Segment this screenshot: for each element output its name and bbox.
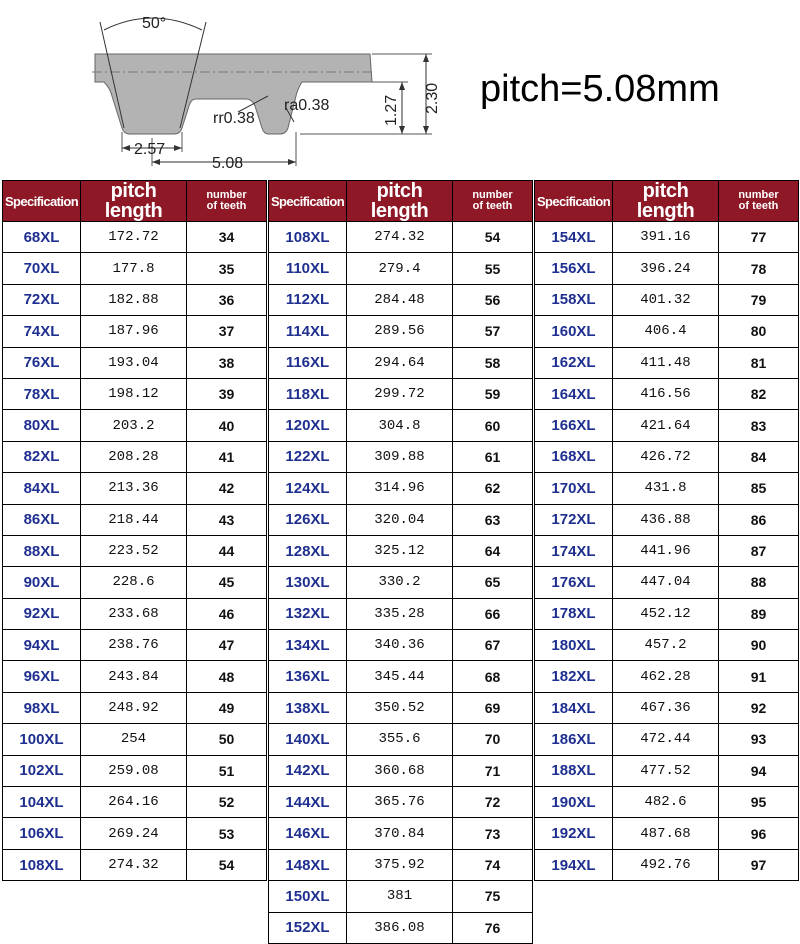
spec-cell: 158XL <box>535 284 613 315</box>
pitch-length-cell: 279.4 <box>347 253 453 284</box>
spec-cell: 184XL <box>535 692 613 723</box>
spec-cell: 170XL <box>535 473 613 504</box>
pitch-length-cell: 401.32 <box>613 284 719 315</box>
teeth-cell: 54 <box>453 222 533 253</box>
arrow-head <box>423 126 429 134</box>
pitch-length-cell: 177.8 <box>81 253 187 284</box>
teeth-cell: 41 <box>187 441 267 472</box>
table-row <box>3 347 267 378</box>
teeth-cell: 80 <box>719 316 799 347</box>
header-number-of-teeth <box>187 181 267 222</box>
teeth-cell: 39 <box>187 378 267 409</box>
spec-cell: 178XL <box>535 598 613 629</box>
teeth-cell: 50 <box>187 724 267 755</box>
pitch-length-cell: 182.88 <box>81 284 187 315</box>
pitch-length-cell: 218.44 <box>81 504 187 535</box>
table-row <box>535 347 799 378</box>
table-row <box>269 787 533 818</box>
tooth-height-label: 1.27 <box>383 94 400 126</box>
spec-cell: 96XL <box>3 661 81 692</box>
teeth-cell: 46 <box>187 598 267 629</box>
specification-tables <box>2 180 800 937</box>
table-row <box>3 473 267 504</box>
table-row <box>269 222 533 253</box>
spec-cell: 166XL <box>535 410 613 441</box>
pitch-length-cell: 274.32 <box>347 222 453 253</box>
pitch-length-cell: 193.04 <box>81 347 187 378</box>
table-row <box>535 818 799 849</box>
pitch-length-cell: 396.24 <box>613 253 719 284</box>
spec-cell: 188XL <box>535 755 613 786</box>
teeth-cell: 95 <box>719 787 799 818</box>
pitch-length-cell: 264.16 <box>81 787 187 818</box>
table-row <box>3 284 267 315</box>
pitch-length-cell: 254 <box>81 724 187 755</box>
spec-cell: 150XL <box>269 881 347 912</box>
teeth-cell: 61 <box>453 441 533 472</box>
pitch-length-cell: 426.72 <box>613 441 719 472</box>
table-row <box>535 316 799 347</box>
teeth-cell: 94 <box>719 755 799 786</box>
spec-cell: 74XL <box>3 316 81 347</box>
table-row <box>269 535 533 566</box>
table-row <box>269 849 533 880</box>
teeth-cell: 40 <box>187 410 267 441</box>
teeth-cell: 66 <box>453 598 533 629</box>
pitch-length-cell: 269.24 <box>81 818 187 849</box>
teeth-cell: 71 <box>453 755 533 786</box>
angle-label: 50° <box>142 15 167 32</box>
arrow-head <box>423 54 429 62</box>
spec-cell: 70XL <box>3 253 81 284</box>
teeth-cell: 78 <box>719 253 799 284</box>
spec-cell: 122XL <box>269 441 347 472</box>
table-row <box>535 535 799 566</box>
teeth-cell: 91 <box>719 661 799 692</box>
pitch-length-cell: 386.08 <box>347 912 453 943</box>
pitch-length-cell: 213.36 <box>81 473 187 504</box>
pitch-length-cell: 330.2 <box>347 567 453 598</box>
spec-cell: 68XL <box>3 222 81 253</box>
pitch-length-cell: 391.16 <box>613 222 719 253</box>
pitch-length-cell: 436.88 <box>613 504 719 535</box>
table-row <box>535 849 799 880</box>
spec-cell: 142XL <box>269 755 347 786</box>
pitch-length-cell: 447.04 <box>613 567 719 598</box>
header-pitch-length: pitch length <box>81 181 187 222</box>
pitch-length-cell: 355.6 <box>347 724 453 755</box>
spec-cell: 130XL <box>269 567 347 598</box>
pitch-length-cell: 335.28 <box>347 598 453 629</box>
table-row <box>535 567 799 598</box>
spec-cell: 102XL <box>3 755 81 786</box>
spec-cell: 162XL <box>535 347 613 378</box>
teeth-cell: 72 <box>453 787 533 818</box>
table-row <box>535 284 799 315</box>
teeth-cell: 79 <box>719 284 799 315</box>
spec-cell: 136XL <box>269 661 347 692</box>
pitch-length-cell: 370.84 <box>347 818 453 849</box>
teeth-cell: 86 <box>719 504 799 535</box>
spec-cell: 72XL <box>3 284 81 315</box>
spec-cell: 172XL <box>535 504 613 535</box>
teeth-cell: 88 <box>719 567 799 598</box>
table-row <box>535 441 799 472</box>
table-row <box>3 441 267 472</box>
table-row <box>3 724 267 755</box>
spec-cell: 86XL <box>3 504 81 535</box>
header-pitch-length: pitch length <box>347 181 453 222</box>
spec-cell: 182XL <box>535 661 613 692</box>
header-number-of-teeth <box>719 181 799 222</box>
table-row <box>269 630 533 661</box>
pitch-length-cell: 431.8 <box>613 473 719 504</box>
table-row <box>269 410 533 441</box>
spec-cell: 164XL <box>535 378 613 409</box>
pitch-dim-label: 5.08 <box>212 155 244 172</box>
header-number-of-teeth <box>453 181 533 222</box>
table-row <box>3 755 267 786</box>
pitch-length-cell: 472.44 <box>613 724 719 755</box>
arrow-head <box>399 82 405 90</box>
header-teeth-line1: number <box>738 189 779 201</box>
spec-cell: 82XL <box>3 441 81 472</box>
teeth-cell: 38 <box>187 347 267 378</box>
spec-cell: 174XL <box>535 535 613 566</box>
table-row <box>535 630 799 661</box>
pitch-length-cell: 259.08 <box>81 755 187 786</box>
spec-cell: 88XL <box>3 535 81 566</box>
spec-cell: 94XL <box>3 630 81 661</box>
spec-cell: 160XL <box>535 316 613 347</box>
spec-cell: 108XL <box>269 222 347 253</box>
pitch-length-cell: 248.92 <box>81 692 187 723</box>
pitch-length-cell: 477.52 <box>613 755 719 786</box>
teeth-cell: 97 <box>719 849 799 880</box>
teeth-cell: 65 <box>453 567 533 598</box>
pitch-length-cell: 320.04 <box>347 504 453 535</box>
teeth-cell: 58 <box>453 347 533 378</box>
table-row <box>535 222 799 253</box>
pitch-length-cell: 243.84 <box>81 661 187 692</box>
teeth-cell: 69 <box>453 692 533 723</box>
teeth-cell: 62 <box>453 473 533 504</box>
pitch-length-cell: 223.52 <box>81 535 187 566</box>
teeth-cell: 74 <box>453 849 533 880</box>
spec-cell: 192XL <box>535 818 613 849</box>
teeth-cell: 54 <box>187 849 267 880</box>
table-row <box>3 253 267 284</box>
spec-cell: 176XL <box>535 567 613 598</box>
table-row <box>535 410 799 441</box>
table-row <box>269 567 533 598</box>
spec-cell: 112XL <box>269 284 347 315</box>
teeth-cell: 75 <box>453 881 533 912</box>
spec-cell: 156XL <box>535 253 613 284</box>
teeth-cell: 89 <box>719 598 799 629</box>
spec-cell: 124XL <box>269 473 347 504</box>
pitch-length-cell: 350.52 <box>347 692 453 723</box>
pitch-length-cell: 360.68 <box>347 755 453 786</box>
teeth-cell: 56 <box>453 284 533 315</box>
spec-cell: 144XL <box>269 787 347 818</box>
spec-cell: 194XL <box>535 849 613 880</box>
teeth-cell: 57 <box>453 316 533 347</box>
pitch-length-cell: 284.48 <box>347 284 453 315</box>
pitch-length-cell: 406.4 <box>613 316 719 347</box>
table-row <box>3 787 267 818</box>
teeth-cell: 47 <box>187 630 267 661</box>
table-row <box>3 410 267 441</box>
pitch-length-cell: 304.8 <box>347 410 453 441</box>
spec-cell: 120XL <box>269 410 347 441</box>
spec-cell: 114XL <box>269 316 347 347</box>
teeth-cell: 36 <box>187 284 267 315</box>
pitch-length-cell: 238.76 <box>81 630 187 661</box>
belt-height-label: 2.30 <box>424 82 441 114</box>
spec-cell: 148XL <box>269 849 347 880</box>
teeth-cell: 76 <box>453 912 533 943</box>
teeth-cell: 55 <box>453 253 533 284</box>
teeth-cell: 67 <box>453 630 533 661</box>
table-row <box>269 881 533 912</box>
table-row <box>269 253 533 284</box>
pitch-length-cell: 233.68 <box>81 598 187 629</box>
pitch-length-cell: 340.36 <box>347 630 453 661</box>
teeth-cell: 82 <box>719 378 799 409</box>
table-row <box>3 818 267 849</box>
table-row <box>269 692 533 723</box>
header-teeth-line2: of teeth <box>206 200 247 212</box>
pitch-length-cell: 325.12 <box>347 535 453 566</box>
teeth-cell: 43 <box>187 504 267 535</box>
teeth-cell: 49 <box>187 692 267 723</box>
spec-cell: 134XL <box>269 630 347 661</box>
pitch-length-cell: 381 <box>347 881 453 912</box>
teeth-cell: 51 <box>187 755 267 786</box>
header-pitch-length: pitch length <box>613 181 719 222</box>
rr-label: rr0.38 <box>213 110 255 127</box>
table-row <box>3 378 267 409</box>
pitch-length-cell: 289.56 <box>347 316 453 347</box>
table-row <box>269 473 533 504</box>
table-row <box>269 598 533 629</box>
table-row <box>535 598 799 629</box>
spec-table-2 <box>268 180 533 944</box>
teeth-cell: 63 <box>453 504 533 535</box>
spec-cell: 76XL <box>3 347 81 378</box>
teeth-cell: 93 <box>719 724 799 755</box>
pitch-length-cell: 203.2 <box>81 410 187 441</box>
table-row <box>269 441 533 472</box>
teeth-cell: 52 <box>187 787 267 818</box>
table-row <box>3 222 267 253</box>
pitch-length-cell: 187.96 <box>81 316 187 347</box>
teeth-cell: 59 <box>453 378 533 409</box>
table-row <box>535 378 799 409</box>
teeth-cell: 45 <box>187 567 267 598</box>
spec-cell: 110XL <box>269 253 347 284</box>
table-row <box>3 692 267 723</box>
table-row <box>269 724 533 755</box>
table-row <box>535 473 799 504</box>
table-row <box>535 504 799 535</box>
table-row <box>535 755 799 786</box>
table-row <box>535 253 799 284</box>
spec-cell: 116XL <box>269 347 347 378</box>
table-row <box>269 284 533 315</box>
arrow-head <box>174 145 182 151</box>
spec-table-1 <box>2 180 267 881</box>
spec-cell: 146XL <box>269 818 347 849</box>
pitch-length-cell: 467.36 <box>613 692 719 723</box>
teeth-cell: 34 <box>187 222 267 253</box>
table-row <box>269 504 533 535</box>
table-row <box>269 755 533 786</box>
teeth-cell: 84 <box>719 441 799 472</box>
pitch-length-cell: 452.12 <box>613 598 719 629</box>
pitch-length-cell: 345.44 <box>347 661 453 692</box>
teeth-cell: 90 <box>719 630 799 661</box>
pitch-length-cell: 482.6 <box>613 787 719 818</box>
header-teeth-line1: number <box>206 189 247 201</box>
teeth-cell: 77 <box>719 222 799 253</box>
pitch-length-cell: 411.48 <box>613 347 719 378</box>
header-row <box>535 181 799 222</box>
header-teeth-line2: of teeth <box>472 200 513 212</box>
table-row <box>3 849 267 880</box>
teeth-cell: 64 <box>453 535 533 566</box>
spec-cell: 168XL <box>535 441 613 472</box>
spec-cell: 84XL <box>3 473 81 504</box>
pitch-length-cell: 487.68 <box>613 818 719 849</box>
spec-cell: 132XL <box>269 598 347 629</box>
table-row <box>3 630 267 661</box>
table-row <box>3 535 267 566</box>
spec-cell: 90XL <box>3 567 81 598</box>
header-teeth-line1: number <box>472 189 513 201</box>
table-row <box>3 567 267 598</box>
teeth-cell: 96 <box>719 818 799 849</box>
spec-cell: 190XL <box>535 787 613 818</box>
table-row <box>535 724 799 755</box>
header-specification: Specification <box>535 181 613 222</box>
table-row <box>269 347 533 378</box>
arrow-head <box>288 159 296 165</box>
pitch-length-cell: 208.28 <box>81 441 187 472</box>
spec-cell: 100XL <box>3 724 81 755</box>
spec-cell: 140XL <box>269 724 347 755</box>
spec-cell: 128XL <box>269 535 347 566</box>
teeth-cell: 92 <box>719 692 799 723</box>
spec-table-3 <box>534 180 799 881</box>
table-row <box>269 818 533 849</box>
teeth-cell: 44 <box>187 535 267 566</box>
pitch-length-cell: 365.76 <box>347 787 453 818</box>
header-teeth-line2: of teeth <box>738 200 779 212</box>
header-specification: Specification <box>269 181 347 222</box>
teeth-cell: 60 <box>453 410 533 441</box>
pitch-length-cell: 228.6 <box>81 567 187 598</box>
pitch-length-cell: 492.76 <box>613 849 719 880</box>
spec-cell: 106XL <box>3 818 81 849</box>
teeth-cell: 83 <box>719 410 799 441</box>
table-row <box>3 316 267 347</box>
table-row <box>535 661 799 692</box>
header-row <box>3 181 267 222</box>
pitch-title: pitch=5.08mm <box>480 68 720 110</box>
spec-cell: 154XL <box>535 222 613 253</box>
pitch-length-cell: 274.32 <box>81 849 187 880</box>
arrow-head <box>399 126 405 134</box>
teeth-cell: 37 <box>187 316 267 347</box>
pitch-length-cell: 314.96 <box>347 473 453 504</box>
pitch-length-cell: 375.92 <box>347 849 453 880</box>
table-row <box>535 692 799 723</box>
teeth-cell: 68 <box>453 661 533 692</box>
table-row <box>269 316 533 347</box>
table-row <box>3 504 267 535</box>
header-specification: Specification <box>3 181 81 222</box>
pitch-length-cell: 294.64 <box>347 347 453 378</box>
header-row <box>269 181 533 222</box>
spec-cell: 126XL <box>269 504 347 535</box>
pitch-length-cell: 421.64 <box>613 410 719 441</box>
pitch-length-cell: 441.96 <box>613 535 719 566</box>
teeth-cell: 48 <box>187 661 267 692</box>
spec-cell: 118XL <box>269 378 347 409</box>
pitch-length-cell: 172.72 <box>81 222 187 253</box>
pitch-length-cell: 457.2 <box>613 630 719 661</box>
table-row <box>535 787 799 818</box>
teeth-cell: 87 <box>719 535 799 566</box>
teeth-cell: 81 <box>719 347 799 378</box>
spec-cell: 152XL <box>269 912 347 943</box>
pitch-length-cell: 416.56 <box>613 378 719 409</box>
spec-cell: 180XL <box>535 630 613 661</box>
table-row <box>3 598 267 629</box>
pitch-length-cell: 309.88 <box>347 441 453 472</box>
teeth-cell: 85 <box>719 473 799 504</box>
spec-cell: 104XL <box>3 787 81 818</box>
ra-label: ra0.38 <box>284 97 330 114</box>
pitch-length-cell: 299.72 <box>347 378 453 409</box>
pitch-length-cell: 198.12 <box>81 378 187 409</box>
spec-cell: 186XL <box>535 724 613 755</box>
table-row <box>269 661 533 692</box>
tooth-width-label: 2.57 <box>134 141 166 158</box>
teeth-cell: 53 <box>187 818 267 849</box>
spec-cell: 138XL <box>269 692 347 723</box>
spec-cell: 98XL <box>3 692 81 723</box>
table-row <box>269 912 533 943</box>
spec-cell: 92XL <box>3 598 81 629</box>
teeth-cell: 73 <box>453 818 533 849</box>
arrow-head <box>122 145 130 151</box>
teeth-cell: 35 <box>187 253 267 284</box>
teeth-cell: 42 <box>187 473 267 504</box>
arrow-head <box>152 159 160 165</box>
table-row <box>269 378 533 409</box>
spec-cell: 108XL <box>3 849 81 880</box>
table-row <box>3 661 267 692</box>
spec-cell: 78XL <box>3 378 81 409</box>
pitch-length-cell: 462.28 <box>613 661 719 692</box>
spec-cell: 80XL <box>3 410 81 441</box>
teeth-cell: 70 <box>453 724 533 755</box>
